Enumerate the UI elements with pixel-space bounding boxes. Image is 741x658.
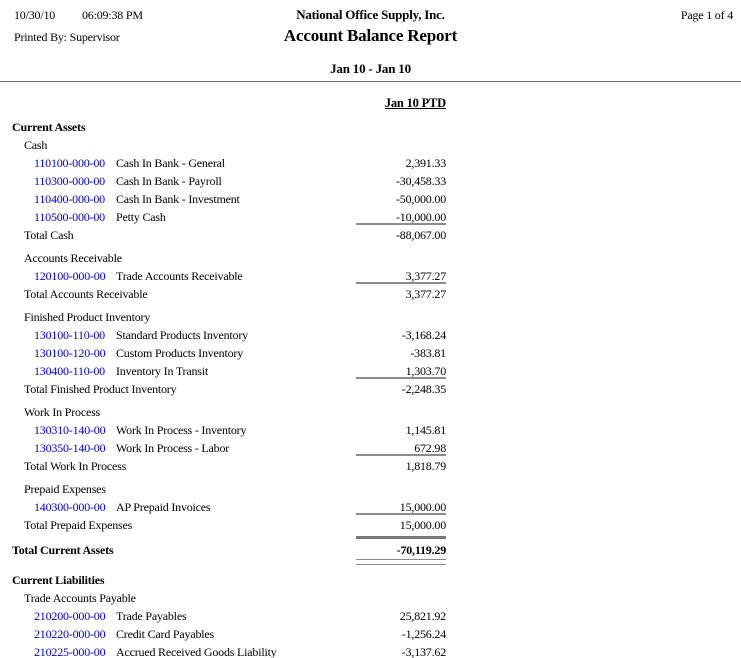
account-description: Custom Products Inventory: [116, 346, 243, 360]
subsection-label: Accounts Receivable: [24, 251, 122, 265]
report-row-subsection: [0, 251, 741, 269]
report-row-section: [0, 120, 741, 138]
account-description: Standard Products Inventory: [116, 328, 248, 342]
report-date: 10/30/10: [14, 8, 56, 22]
total-total-label: Total Cash: [24, 228, 74, 242]
report-row-account: [0, 174, 741, 192]
report-row-subsection: [0, 482, 741, 500]
report-row-account: [0, 423, 741, 441]
account-number-link[interactable]: 110100-000-00: [34, 156, 105, 170]
total-total-amount: -88,067.00: [356, 223, 446, 243]
report-row-account: [0, 645, 741, 658]
report-row-total: [0, 287, 741, 305]
account-amount: 3,377.27: [405, 269, 446, 283]
report-row-account: [0, 627, 741, 645]
account-description: Accrued Received Goods Liability: [116, 645, 277, 658]
account-amount: -10,000.00: [396, 210, 446, 224]
report-period: Jan 10 - Jan 10: [330, 61, 411, 76]
section-label: Current Assets: [12, 120, 86, 134]
report-row-account: [0, 192, 741, 210]
account-amount: -3,137.62: [401, 645, 446, 658]
grand-total-label: Total Current Assets: [12, 543, 114, 557]
total-total-label: Total Prepaid Expenses: [24, 518, 133, 532]
report-row-subsection: [0, 138, 741, 156]
account-description: Trade Accounts Receivable: [116, 269, 243, 283]
report-row-total: [0, 228, 741, 246]
account-number-link[interactable]: 110300-000-00: [34, 174, 105, 188]
account-description: AP Prepaid Invoices: [116, 500, 211, 514]
total-total-label: Total Finished Product Inventory: [24, 382, 177, 396]
report-row-section: [0, 573, 741, 591]
report-row-grand: [0, 543, 741, 561]
account-amount: -383.81: [410, 346, 446, 360]
page-indicator: Page 1 of 4: [680, 8, 733, 22]
subsection-label: Finished Product Inventory: [24, 310, 151, 324]
report-title: Account Balance Report: [283, 26, 458, 45]
account-description: Work In Process - Labor: [116, 441, 230, 455]
company-name: National Office Supply, Inc.: [296, 7, 445, 22]
header-divider: [0, 81, 741, 82]
report-row-subsection: [0, 591, 741, 609]
account-number-link[interactable]: 130400-110-00: [34, 364, 105, 378]
grand-total-double-underline: [356, 559, 446, 565]
account-amount: 1,303.70: [405, 364, 446, 378]
report-time: 06:09:38 PM: [82, 8, 143, 22]
subsection-label: Trade Accounts Payable: [24, 591, 136, 605]
account-number-link[interactable]: 130350-140-00: [34, 441, 106, 455]
report-row-total: [0, 518, 741, 536]
account-amount: 1,145.81: [405, 423, 446, 437]
printed-by-label: Printed By: Supervisor: [14, 30, 120, 44]
total-total-label: Total Work In Process: [24, 459, 127, 473]
account-description: Work In Process - Inventory: [116, 423, 247, 437]
account-description: Cash In Bank - Investment: [116, 192, 240, 206]
report-row-account: [0, 328, 741, 346]
account-number-link[interactable]: 210225-000-00: [34, 645, 106, 658]
total-total-amount: 1,818.79: [356, 454, 446, 474]
report-row-account: [0, 346, 741, 364]
account-amount: -1,256.24: [401, 627, 446, 641]
subsection-label: Prepaid Expenses: [24, 482, 106, 496]
section-label: Current Liabilities: [12, 573, 105, 587]
account-number-link[interactable]: 110500-000-00: [34, 210, 105, 224]
account-description: Petty Cash: [116, 210, 166, 224]
grand-total-amount: -70,119.29: [356, 536, 446, 558]
subsection-label: Work In Process: [24, 405, 101, 419]
total-total-amount: 15,000.00: [356, 513, 446, 533]
report-row-total: [0, 382, 741, 400]
report-row-subsection: [0, 405, 741, 423]
total-total-label: Total Accounts Receivable: [24, 287, 148, 301]
total-total-amount: 3,377.27: [356, 282, 446, 302]
account-amount: 15,000.00: [399, 500, 446, 514]
account-description: Cash In Bank - General: [116, 156, 225, 170]
account-description: Cash In Bank - Payroll: [116, 174, 222, 188]
account-amount: -50,000.00: [396, 192, 446, 206]
account-description: Credit Card Payables: [116, 627, 214, 641]
report-row-account: [0, 609, 741, 627]
subsection-label: Cash: [24, 138, 48, 152]
account-amount: 25,821.92: [399, 609, 446, 623]
account-amount: -3,168.24: [401, 328, 446, 342]
report-rows: [0, 120, 741, 658]
account-number-link[interactable]: 140300-000-00: [34, 500, 106, 514]
account-number-link[interactable]: 130100-120-00: [34, 346, 106, 360]
account-number-link[interactable]: 130100-110-00: [34, 328, 105, 342]
account-description: Inventory In Transit: [116, 364, 209, 378]
column-header-jan10-ptd: Jan 10 PTD: [384, 96, 446, 110]
total-total-amount: -2,248.35: [356, 377, 446, 397]
account-amount: 672.98: [414, 441, 446, 455]
account-number-link[interactable]: 210200-000-00: [34, 609, 106, 623]
account-number-link[interactable]: 110400-000-00: [34, 192, 105, 206]
account-number-link[interactable]: 120100-000-00: [34, 269, 106, 283]
account-number-link[interactable]: 130310-140-00: [34, 423, 106, 437]
report-row-account: [0, 156, 741, 174]
account-description: Trade Payables: [116, 609, 187, 623]
account-amount: 2,391.33: [405, 156, 446, 170]
account-amount: -30,458.33: [396, 174, 446, 188]
account-number-link[interactable]: 210220-000-00: [34, 627, 106, 641]
report-row-total: [0, 459, 741, 477]
report-row-subsection: [0, 310, 741, 328]
